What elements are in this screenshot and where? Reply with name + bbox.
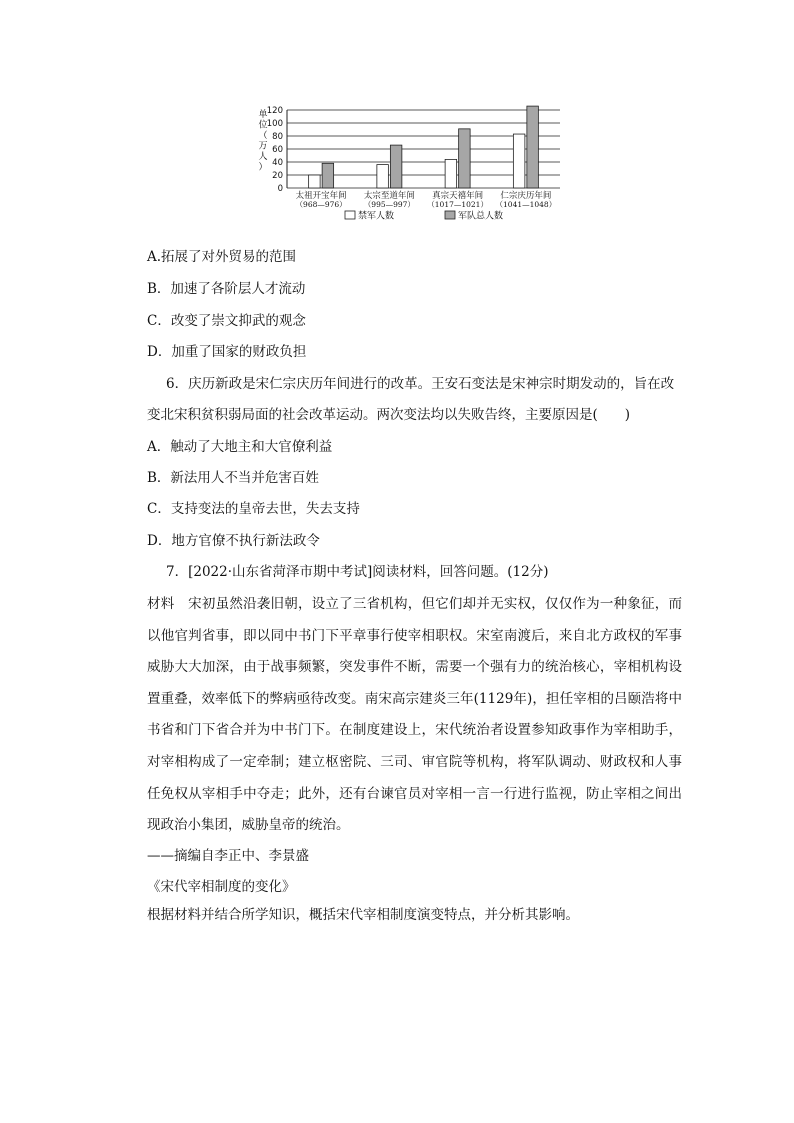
x-tick-label: 太祖开宝年间 [295, 191, 347, 201]
x-tick-years: （1017—1021） [427, 200, 488, 209]
bar-imperial-guard [445, 159, 457, 188]
bar-total-army [527, 106, 539, 188]
q7-stem: 7．[2022·山东省菏泽市期中考试]阅读材料，回答问题。(12分) [166, 564, 549, 580]
y-tick-label: 60 [272, 145, 283, 155]
legend-swatch [445, 211, 455, 219]
x-tick-years: （1041—1048） [495, 200, 557, 209]
q5-option-a: A.拓展了对外贸易的范围 [147, 249, 297, 265]
q6-stem-line2: 变北宋积贫积弱局面的社会改革运动。两次变法均以失败告终，主要原因是( ) [147, 407, 631, 423]
y-axis-label-char: （ [258, 131, 268, 141]
bar-imperial-guard [309, 175, 321, 188]
q5-option-c: C．改变了崇文抑武的观念 [147, 313, 306, 329]
q7-source-author: ——摘编自李正中、李景盛 [147, 848, 309, 864]
bar-imperial-guard [377, 165, 389, 188]
y-axis-label-char: ） [258, 162, 268, 173]
x-tick-label: 真宗天禧年间 [432, 191, 484, 201]
q7-source-title: 《宋代宰相制度的变化》 [147, 879, 296, 895]
q7-question: 根据材料并结合所学知识，概括宋代宰相制度演变特点，并分析其影响。 [147, 907, 579, 923]
q5-option-b: B．加速了各阶层人才流动 [147, 281, 306, 297]
q6-option-c: C．支持变法的皇帝去世，失去支持 [147, 501, 360, 517]
legend-label: 禁军人数 [358, 211, 395, 222]
q6-option-b: B．新法用人不当并危害百姓 [147, 470, 319, 486]
x-tick-years: （995—997） [363, 200, 415, 209]
y-tick-label: 80 [272, 132, 283, 142]
x-tick-years: （968—976） [295, 200, 347, 209]
y-tick-label: 120 [266, 106, 283, 116]
bar-total-army [390, 145, 402, 188]
q5-option-d: D．加重了国家的财政负担 [147, 344, 307, 360]
q6-option-a: A．触动了大地主和大官僚利益 [147, 439, 333, 455]
y-tick-label: 0 [277, 184, 283, 194]
army-size-bar-chart [250, 98, 570, 233]
y-axis-label-char: 单 [258, 110, 268, 120]
y-tick-label: 100 [266, 119, 283, 129]
q6-stem-line1: 6．庆历新政是宋仁宗庆历年间进行的改革。王安石变法是宋神宗时期发动的，旨在改 [166, 376, 675, 392]
q7-material: 材料 宋初虽然沿袭旧朝，设立了三省机构，但它们却并无实权，仅仅作为一种象征，而以他官判省事，即以同中书门下平章事行使宰相职权。宋室南渡后，来自北方政权的军事威胁大大加深，由于战事频繁，突发事件不断，需要一个强有力的统治核心，宰相机构设置重叠，效率低下的弊病亟待改变。南宋高宗建炎三年(1129年)，担任宰相的吕颐浩将中书省和门下省合并为中书门下。在制度建设上，宋代统治者设置参知政事作为宰相助手，对宰相构成了一定牵制；建立枢密院、三司、审官院等机构，将军队调动、财政权和人事任免权从宰相手中夺走；此外，还有台谏官员对宰相一言一行进行监视，防止宰相之间出现政治小集团，威胁皇帝的统治。 [147, 596, 682, 834]
legend-swatch [345, 211, 355, 219]
y-axis-label-char: 万 [258, 141, 268, 152]
y-axis-label-char: 位 [258, 120, 268, 131]
y-axis-label-char: 人 [258, 152, 268, 162]
x-tick-label: 太宗至道年间 [363, 191, 415, 201]
bar-total-army [322, 163, 334, 188]
y-tick-label: 20 [272, 171, 283, 181]
bar-total-army [459, 129, 471, 188]
y-tick-label: 40 [272, 158, 283, 168]
q6-option-d: D．地方官僚不执行新法政令 [147, 533, 320, 549]
x-tick-label: 仁宗庆历年间 [500, 191, 552, 201]
bar-imperial-guard [513, 134, 525, 188]
legend-label: 军队总人数 [458, 211, 504, 222]
chart-svg [250, 98, 570, 233]
